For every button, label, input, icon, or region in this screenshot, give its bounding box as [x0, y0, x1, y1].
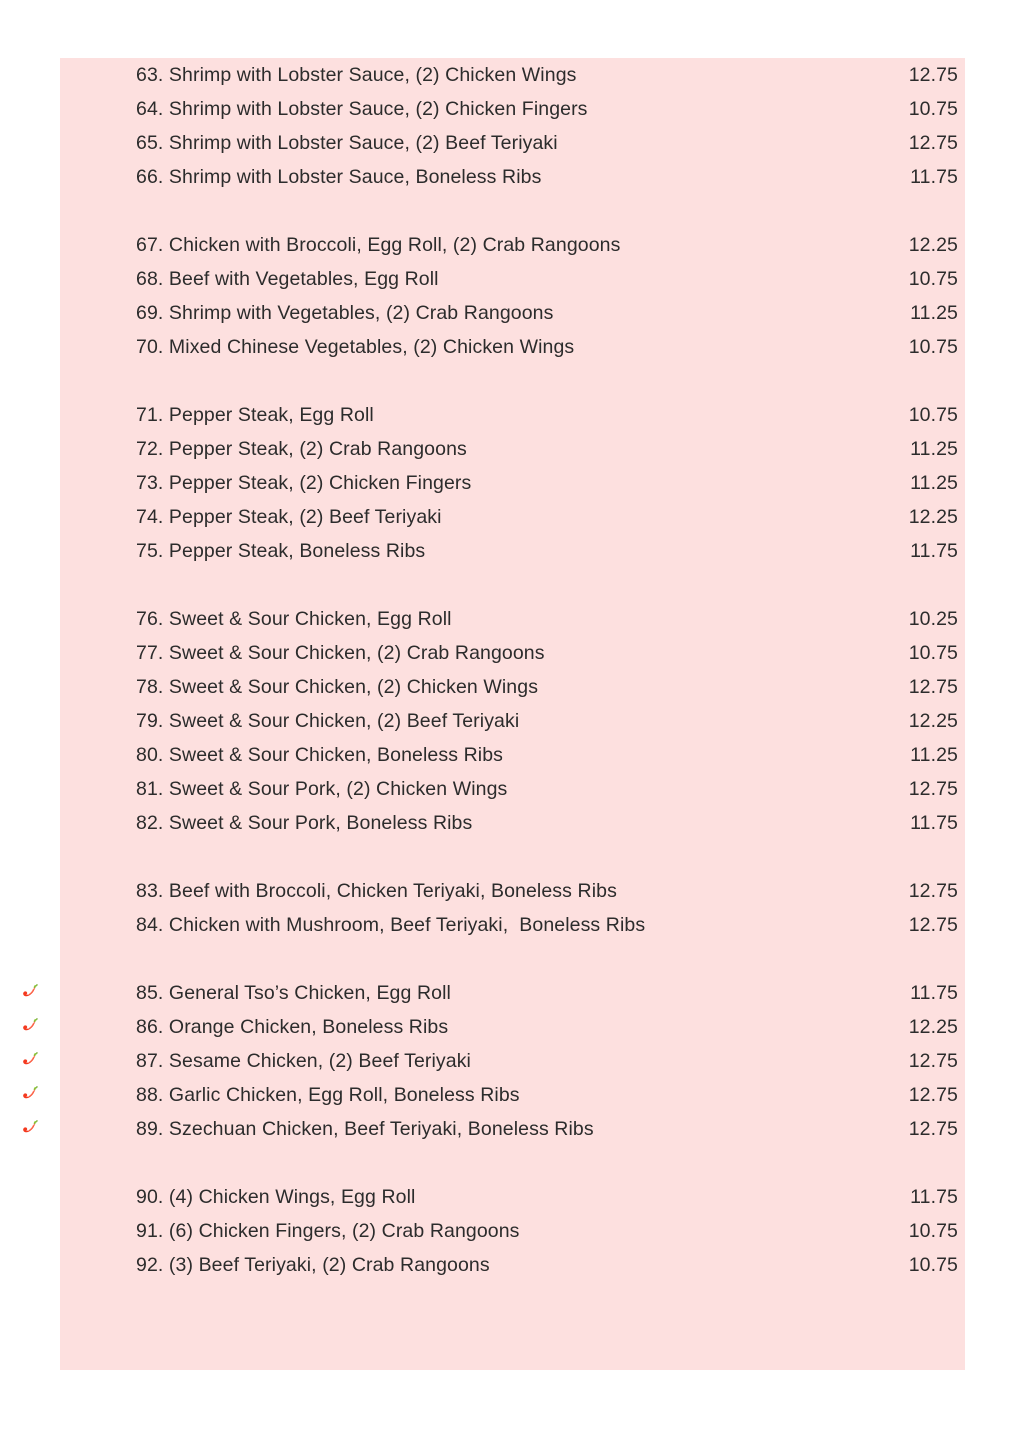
menu-item-price: 10.75 — [908, 642, 958, 664]
menu-item-price: 11.25 — [910, 472, 958, 494]
menu-item-name: 87. Sesame Chicken, (2) Beef Teriyaki — [136, 1050, 471, 1072]
menu-item-price: 11.75 — [910, 1186, 958, 1208]
menu-item-row[interactable] — [60, 636, 965, 670]
spice-slot-empty — [15, 262, 49, 296]
menu-item-row[interactable] — [60, 1180, 965, 1214]
menu-group — [60, 602, 965, 840]
menu-item-name: 74. Pepper Steak, (2) Beef Teriyaki — [136, 506, 442, 528]
chili-pepper-glyph — [22, 983, 42, 1003]
menu-item-price: 12.75 — [908, 1050, 958, 1072]
menu-item-price: 12.75 — [908, 880, 958, 902]
menu-item-name: 69. Shrimp with Vegetables, (2) Crab Rangoons — [136, 302, 554, 324]
menu-item-name: 91. (6) Chicken Fingers, (2) Crab Rangoons — [136, 1220, 520, 1242]
menu-item-row[interactable] — [60, 1248, 965, 1282]
spice-slot-empty — [15, 432, 49, 466]
menu-item-row[interactable] — [60, 1112, 965, 1146]
chili-pepper-glyph — [22, 1085, 42, 1105]
menu-item-row[interactable] — [60, 602, 965, 636]
menu-item-name: 66. Shrimp with Lobster Sauce, Boneless Ribs — [136, 166, 542, 188]
spice-slot-empty — [15, 92, 49, 126]
menu-item-name: 90. (4) Chicken Wings, Egg Roll — [136, 1186, 416, 1208]
menu-item-name: 92. (3) Beef Teriyaki, (2) Crab Rangoons — [136, 1254, 490, 1276]
menu-item-price: 12.75 — [908, 1118, 958, 1140]
menu-item-price: 11.25 — [910, 438, 958, 460]
menu-item-price: 12.25 — [908, 710, 958, 732]
spice-slot-empty — [15, 1248, 49, 1282]
chili-pepper-glyph — [22, 1017, 42, 1037]
menu-item-name: 86. Orange Chicken, Boneless Ribs — [136, 1016, 449, 1038]
menu-group — [60, 58, 965, 194]
menu-item-price: 10.25 — [908, 608, 958, 630]
chili-pepper-icon — [15, 1010, 49, 1044]
menu-group — [60, 398, 965, 568]
menu-item-price: 11.75 — [910, 982, 958, 1004]
menu-item-price: 10.75 — [908, 336, 958, 358]
menu-item-row[interactable] — [60, 296, 965, 330]
menu-item-name: 76. Sweet & Sour Chicken, Egg Roll — [136, 608, 452, 630]
menu-item-name: 71. Pepper Steak, Egg Roll — [136, 404, 374, 426]
spice-slot-empty — [15, 398, 49, 432]
menu-item-row[interactable] — [60, 738, 965, 772]
menu-item-name: 63. Shrimp with Lobster Sauce, (2) Chicken Wings — [136, 64, 577, 86]
spice-slot-empty — [15, 874, 49, 908]
menu-item-price: 10.75 — [908, 1254, 958, 1276]
menu-item-row[interactable] — [60, 1078, 965, 1112]
menu-item-name: 77. Sweet & Sour Chicken, (2) Crab Rangoons — [136, 642, 545, 664]
spice-slot-empty — [15, 704, 49, 738]
spice-slot-empty — [15, 908, 49, 942]
menu-item-price: 10.75 — [908, 404, 958, 426]
spice-slot-empty — [15, 160, 49, 194]
chili-pepper-icon — [15, 1078, 49, 1112]
menu-item-row[interactable] — [60, 534, 965, 568]
menu-item-name: 75. Pepper Steak, Boneless Ribs — [136, 540, 426, 562]
chili-pepper-glyph — [22, 1119, 42, 1139]
menu-item-name: 68. Beef with Vegetables, Egg Roll — [136, 268, 439, 290]
spice-slot-empty — [15, 636, 49, 670]
menu-item-price: 11.25 — [910, 302, 958, 324]
menu-item-row[interactable] — [60, 500, 965, 534]
menu-item-price: 10.75 — [908, 1220, 958, 1242]
menu-item-row[interactable] — [60, 432, 965, 466]
menu-group — [60, 228, 965, 364]
menu-item-price: 11.75 — [910, 540, 958, 562]
menu-item-price: 12.75 — [908, 132, 958, 154]
chili-pepper-icon — [15, 976, 49, 1010]
menu-item-row[interactable] — [60, 466, 965, 500]
menu-item-price: 11.75 — [910, 166, 958, 188]
menu-item-row[interactable] — [60, 1214, 965, 1248]
menu-item-name: 81. Sweet & Sour Pork, (2) Chicken Wings — [136, 778, 508, 800]
menu-item-name: 88. Garlic Chicken, Egg Roll, Boneless Ribs — [136, 1084, 520, 1106]
menu-item-price: 12.75 — [908, 676, 958, 698]
menu-item-row[interactable] — [60, 704, 965, 738]
menu-item-row[interactable] — [60, 908, 965, 942]
menu-item-row[interactable] — [60, 874, 965, 908]
menu-item-row[interactable] — [60, 976, 965, 1010]
menu-item-row[interactable] — [60, 670, 965, 704]
menu-item-name: 78. Sweet & Sour Chicken, (2) Chicken Wings — [136, 676, 539, 698]
menu-item-name: 89. Szechuan Chicken, Beef Teriyaki, Boneless Ribs — [136, 1118, 594, 1140]
menu-item-row[interactable] — [60, 398, 965, 432]
menu-item-row[interactable] — [60, 126, 965, 160]
menu-item-name: 85. General Tso’s Chicken, Egg Roll — [136, 982, 451, 1004]
chili-pepper-icon — [15, 1044, 49, 1078]
menu-item-row[interactable] — [60, 58, 965, 92]
spice-slot-empty — [15, 738, 49, 772]
menu-item-name: 80. Sweet & Sour Chicken, Boneless Ribs — [136, 744, 504, 766]
spice-slot-empty — [15, 534, 49, 568]
chili-pepper-icon — [15, 1112, 49, 1146]
menu-item-row[interactable] — [60, 160, 965, 194]
menu-item-row[interactable] — [60, 262, 965, 296]
menu-item-name: 67. Chicken with Broccoli, Egg Roll, (2) Crab Rangoons — [136, 234, 621, 256]
menu-group — [60, 976, 965, 1146]
spice-slot-empty — [15, 1214, 49, 1248]
menu-item-price: 10.75 — [908, 268, 958, 290]
menu-item-row[interactable] — [60, 1044, 965, 1078]
menu-item-name: 84. Chicken with Mushroom, Beef Teriyaki, Boneless Ribs — [136, 914, 646, 936]
spice-slot-empty — [15, 806, 49, 840]
menu-item-price: 12.75 — [908, 1084, 958, 1106]
menu-item-list — [60, 58, 965, 1370]
menu-item-row[interactable] — [60, 228, 965, 262]
menu-item-price: 12.25 — [908, 1016, 958, 1038]
menu-item-price: 12.25 — [908, 506, 958, 528]
menu-item-price: 10.75 — [908, 98, 958, 120]
menu-item-row[interactable] — [60, 330, 965, 364]
menu-item-name: 64. Shrimp with Lobster Sauce, (2) Chicken Fingers — [136, 98, 588, 120]
spice-slot-empty — [15, 296, 49, 330]
spice-slot-empty — [15, 228, 49, 262]
menu-group — [60, 1180, 965, 1282]
menu-item-price: 12.25 — [908, 234, 958, 256]
spice-slot-empty — [15, 126, 49, 160]
menu-item-row[interactable] — [60, 772, 965, 806]
menu-group — [60, 874, 965, 942]
menu-item-price: 11.25 — [910, 744, 958, 766]
menu-item-price: 12.75 — [908, 914, 958, 936]
menu-item-price: 12.75 — [908, 778, 958, 800]
menu-item-name: 72. Pepper Steak, (2) Crab Rangoons — [136, 438, 467, 460]
menu-item-name: 65. Shrimp with Lobster Sauce, (2) Beef Teriyaki — [136, 132, 558, 154]
menu-item-name: 83. Beef with Broccoli, Chicken Teriyaki, Boneless Ribs — [136, 880, 617, 902]
menu-item-row[interactable] — [60, 1010, 965, 1044]
spice-slot-empty — [15, 500, 49, 534]
menu-item-name: 73. Pepper Steak, (2) Chicken Fingers — [136, 472, 472, 494]
menu-item-row[interactable] — [60, 806, 965, 840]
menu-item-name: 79. Sweet & Sour Chicken, (2) Beef Teriyaki — [136, 710, 520, 732]
spice-slot-empty — [15, 772, 49, 806]
menu-item-name: 82. Sweet & Sour Pork, Boneless Ribs — [136, 812, 473, 834]
menu-item-price: 11.75 — [910, 812, 958, 834]
menu-item-name: 70. Mixed Chinese Vegetables, (2) Chicken Wings — [136, 336, 575, 358]
chili-pepper-glyph — [22, 1051, 42, 1071]
menu-item-price: 12.75 — [908, 64, 958, 86]
spice-slot-empty — [15, 58, 49, 92]
spice-slot-empty — [15, 602, 49, 636]
menu-item-row[interactable] — [60, 92, 965, 126]
spice-slot-empty — [15, 466, 49, 500]
spice-slot-empty — [15, 670, 49, 704]
spice-slot-empty — [15, 330, 49, 364]
spice-slot-empty — [15, 1180, 49, 1214]
